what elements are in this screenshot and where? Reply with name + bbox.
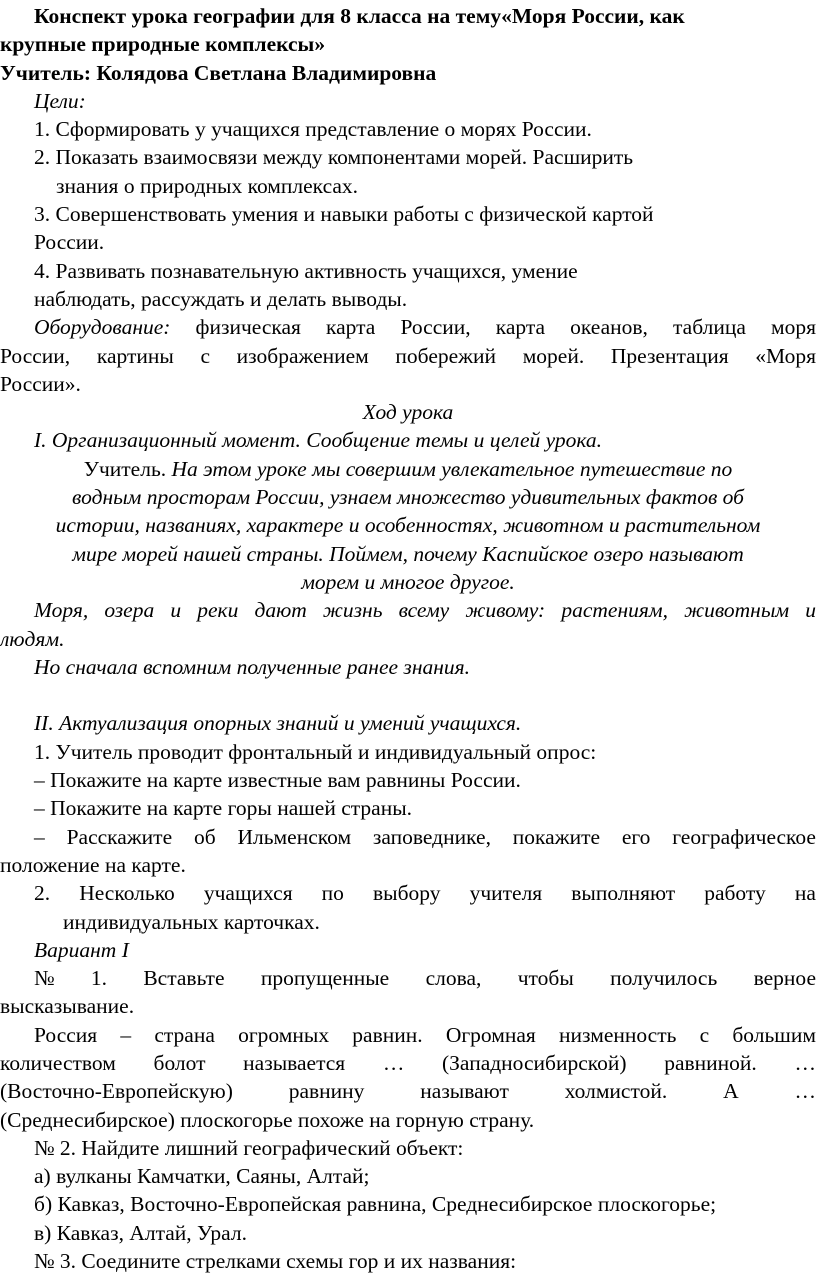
- recall-line: Но сначала вспомним полученные ранее знания.: [34, 654, 471, 679]
- intro-line-5: морем и многое другое.: [301, 569, 515, 594]
- section-1-heading: I. Организационный момент. Сообщение темы и целей урока.: [34, 428, 603, 453]
- task-3: № 3. Соедините стрелками схемы гор и их названия:: [34, 1249, 517, 1274]
- title-line-1: Конспект урока географии для 8 класса на тему«Моря России, как: [34, 4, 685, 28]
- intro-line-2: водным просторам России, узнаем множество удивительных фактов об: [72, 485, 744, 510]
- question-3: – Расскажите об Ильменском заповеднике, покажите его географическое: [34, 824, 816, 849]
- option-a: а) вулканы Камчатки, Саяны, Алтай;: [34, 1164, 370, 1189]
- cards-item-continued: индивидуальных карточках.: [63, 909, 320, 934]
- question-1: – Покажите на карте известные вам равнины России.: [34, 768, 521, 793]
- question-2: – Покажите на карте горы нашей страны.: [34, 796, 413, 821]
- paragraph-line-1: Россия – страна огромных равнин. Огромная низменность с большим: [34, 1022, 816, 1047]
- goal-item-2: 2. Показать взаимосвязи между компонентами морей. Расширить: [34, 145, 634, 170]
- task-2: № 2. Найдите лишний географический объект:: [34, 1135, 464, 1160]
- equipment-label: Оборудование:: [34, 315, 171, 340]
- option-c: в) Кавказ, Алтай, Урал.: [34, 1220, 247, 1245]
- lesson-heading: Ход урока: [362, 400, 454, 425]
- equipment-line-1: Оборудование: физическая карта России, карта океанов, таблица моря: [0, 313, 816, 341]
- seas-line-1: Моря, озера и реки дают жизнь всему живому: растениям, животным и: [34, 598, 816, 623]
- intro-line-1: Учитель. На этом уроке мы совершим увлекательное путешествие по: [83, 456, 733, 481]
- paragraph-line-3: (Восточно-Европейскую) равнину называют холмистой. А …: [0, 1079, 816, 1104]
- intro-line-4: мире морей нашей страны. Поймем, почему Каспийское озеро называют: [72, 541, 744, 566]
- intro-line-3: истории, названиях, характере и особенностях, животном и растительном: [55, 513, 761, 538]
- survey-item: 1. Учитель проводит фронтальный и индивидуальный опрос:: [34, 739, 597, 764]
- goal-item-3-continued: России.: [34, 230, 105, 255]
- goal-item-2-continued: знания о природных комплексах.: [56, 173, 359, 198]
- goal-item-4-continued: наблюдать, рассуждать и делать выводы.: [34, 286, 408, 311]
- goal-item-1: 1. Сформировать у учащихся представление о морях России.: [34, 117, 592, 142]
- title-line-2: крупные природные комплексы»: [0, 32, 326, 57]
- teacher-name: Учитель: Колядова Светлана Владимировна: [0, 60, 437, 85]
- equipment-line-3: России».: [0, 371, 81, 396]
- section-2-heading: II. Актуализация опорных знаний и умений учащихся.: [34, 711, 522, 736]
- document-page: [0, 2, 816, 1275]
- variant-heading: Вариант I: [34, 937, 129, 962]
- paragraph-line-4: (Среднесибирское) плоскогорье похоже на горную страну.: [0, 1107, 535, 1132]
- goals-heading: Цели:: [34, 88, 86, 113]
- question-3-continued: положение на карте.: [0, 852, 186, 877]
- blank-line: [0, 681, 816, 709]
- option-b: б) Кавказ, Восточно-Европейская равнина, Среднесибирское плоскогорье;: [34, 1192, 717, 1217]
- cards-item: 2. Несколько учащихся по выбору учителя выполняют работу на: [34, 881, 816, 906]
- teacher-label: Учитель.: [83, 456, 167, 481]
- paragraph-line-2: количеством болот называется … (Западносибирской) равниной. …: [0, 1050, 816, 1075]
- task-1-continued: высказывание.: [0, 994, 135, 1019]
- goal-item-4: 4. Развивать познавательную активность учащихся, умение: [34, 258, 578, 283]
- goal-item-3: 3. Совершенствовать умения и навыки работы с физической картой: [34, 202, 654, 227]
- task-1: № 1. Вставьте пропущенные слова, чтобы получилось верное: [34, 966, 816, 991]
- seas-line-2: людям.: [0, 626, 65, 651]
- equipment-line-2: России, картины с изображением побережий морей. Презентация «Моря: [0, 343, 816, 368]
